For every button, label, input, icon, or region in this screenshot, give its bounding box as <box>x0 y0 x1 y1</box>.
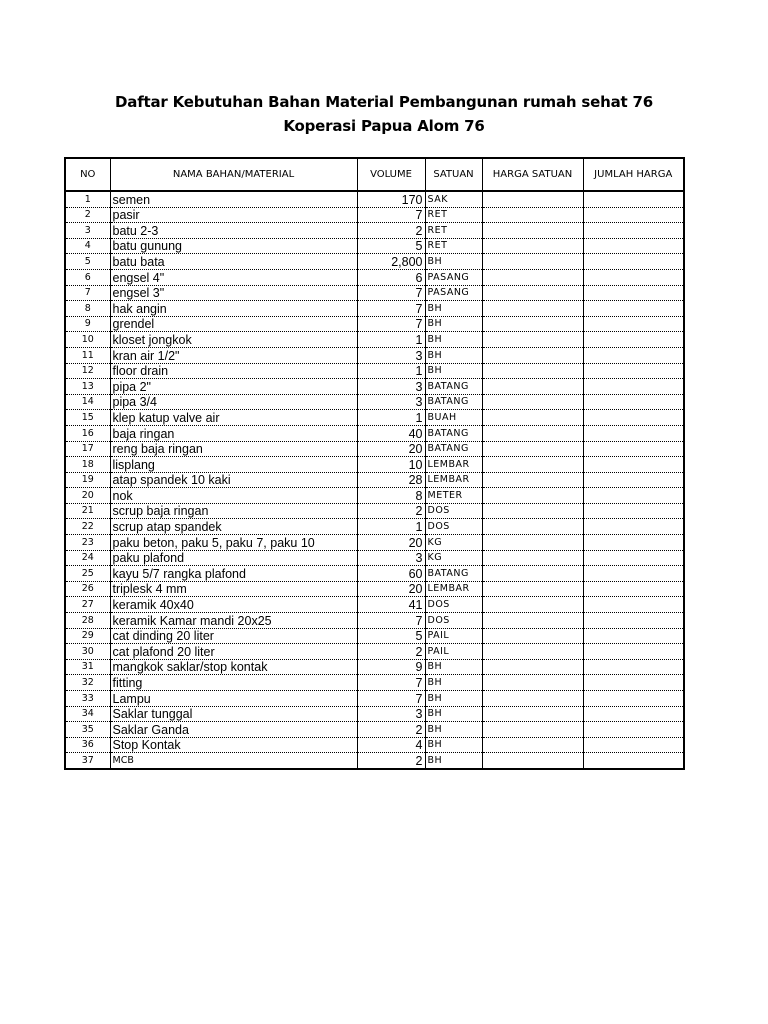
cell-no: 25 <box>65 566 110 582</box>
cell-satuan: BUAH <box>425 410 482 426</box>
cell-jumlah-harga <box>583 659 684 675</box>
cell-volume: 28 <box>357 472 425 488</box>
table-row <box>65 535 684 551</box>
cell-volume: 7 <box>357 675 425 691</box>
cell-no: 11 <box>65 347 110 363</box>
cell-no: 18 <box>65 457 110 473</box>
header-volume: VOLUME <box>357 158 425 191</box>
cell-satuan: BH <box>425 659 482 675</box>
cell-nama: mangkok saklar/stop kontak <box>110 659 357 675</box>
cell-volume: 1 <box>357 519 425 535</box>
cell-volume: 40 <box>357 425 425 441</box>
table-row <box>65 488 684 504</box>
cell-satuan: BH <box>425 254 482 270</box>
cell-satuan: BH <box>425 316 482 332</box>
cell-jumlah-harga <box>583 706 684 722</box>
cell-volume: 60 <box>357 566 425 582</box>
cell-jumlah-harga <box>583 254 684 270</box>
cell-harga-satuan <box>482 457 583 473</box>
cell-satuan: BATANG <box>425 566 482 582</box>
cell-volume: 7 <box>357 207 425 223</box>
cell-satuan: BH <box>425 301 482 317</box>
cell-nama: scrup baja ringan <box>110 503 357 519</box>
cell-nama: engsel 4" <box>110 269 357 285</box>
cell-jumlah-harga <box>583 363 684 379</box>
cell-satuan: BH <box>425 347 482 363</box>
cell-harga-satuan <box>482 254 583 270</box>
cell-no: 17 <box>65 441 110 457</box>
cell-harga-satuan <box>482 581 583 597</box>
cell-jumlah-harga <box>583 753 684 769</box>
cell-harga-satuan <box>482 753 583 769</box>
table-row <box>65 332 684 348</box>
cell-nama: pipa 3/4 <box>110 394 357 410</box>
table-row <box>65 425 684 441</box>
table-row <box>65 503 684 519</box>
cell-no: 9 <box>65 316 110 332</box>
cell-harga-satuan <box>482 566 583 582</box>
cell-satuan: DOS <box>425 613 482 629</box>
cell-jumlah-harga <box>583 675 684 691</box>
cell-no: 14 <box>65 394 110 410</box>
cell-volume: 2 <box>357 753 425 769</box>
cell-no: 26 <box>65 581 110 597</box>
table-row <box>65 207 684 223</box>
table-row <box>65 285 684 301</box>
cell-harga-satuan <box>482 363 583 379</box>
table-row <box>65 410 684 426</box>
cell-jumlah-harga <box>583 285 684 301</box>
cell-jumlah-harga <box>583 613 684 629</box>
cell-satuan: PAIL <box>425 628 482 644</box>
table-row <box>65 472 684 488</box>
cell-nama: keramik 40x40 <box>110 597 357 613</box>
cell-jumlah-harga <box>583 503 684 519</box>
cell-nama: cat dinding 20 liter <box>110 628 357 644</box>
cell-satuan: BATANG <box>425 394 482 410</box>
header-nama: NAMA BAHAN/MATERIAL <box>110 158 357 191</box>
table-row <box>65 581 684 597</box>
table-row <box>65 753 684 769</box>
table-row <box>65 379 684 395</box>
cell-satuan: BH <box>425 706 482 722</box>
cell-nama: MCB <box>110 753 357 769</box>
cell-harga-satuan <box>482 488 583 504</box>
cell-nama: Saklar tunggal <box>110 706 357 722</box>
cell-satuan: DOS <box>425 503 482 519</box>
cell-satuan: DOS <box>425 519 482 535</box>
cell-nama: keramik Kamar mandi 20x25 <box>110 613 357 629</box>
cell-satuan: RET <box>425 238 482 254</box>
cell-nama: pasir <box>110 207 357 223</box>
cell-nama: nok <box>110 488 357 504</box>
cell-harga-satuan <box>482 659 583 675</box>
cell-harga-satuan <box>482 316 583 332</box>
cell-jumlah-harga <box>583 519 684 535</box>
cell-satuan: KG <box>425 550 482 566</box>
cell-jumlah-harga <box>583 223 684 239</box>
table-row <box>65 519 684 535</box>
cell-satuan: LEMBAR <box>425 457 482 473</box>
cell-no: 7 <box>65 285 110 301</box>
cell-volume: 3 <box>357 550 425 566</box>
cell-no: 27 <box>65 597 110 613</box>
document-title: Daftar Kebutuhan Bahan Material Pembangunan rumah sehat 76 <box>115 93 653 111</box>
cell-no: 28 <box>65 613 110 629</box>
cell-harga-satuan <box>482 737 583 753</box>
cell-nama: triplesk 4 mm <box>110 581 357 597</box>
cell-volume: 4 <box>357 737 425 753</box>
cell-harga-satuan <box>482 238 583 254</box>
cell-satuan: KG <box>425 535 482 551</box>
cell-volume: 5 <box>357 628 425 644</box>
cell-harga-satuan <box>482 191 583 207</box>
cell-satuan: LEMBAR <box>425 581 482 597</box>
cell-no: 13 <box>65 379 110 395</box>
cell-satuan: BH <box>425 691 482 707</box>
cell-satuan: SAK <box>425 191 482 207</box>
table-row <box>65 457 684 473</box>
cell-nama: lisplang <box>110 457 357 473</box>
cell-harga-satuan <box>482 394 583 410</box>
cell-volume: 1 <box>357 332 425 348</box>
cell-volume: 9 <box>357 659 425 675</box>
table-row <box>65 301 684 317</box>
cell-harga-satuan <box>482 332 583 348</box>
cell-no: 29 <box>65 628 110 644</box>
table-row <box>65 238 684 254</box>
cell-no: 34 <box>65 706 110 722</box>
cell-jumlah-harga <box>583 301 684 317</box>
cell-jumlah-harga <box>583 722 684 738</box>
cell-volume: 2 <box>357 722 425 738</box>
cell-volume: 170 <box>357 191 425 207</box>
cell-no: 19 <box>65 472 110 488</box>
cell-satuan: LEMBAR <box>425 472 482 488</box>
cell-jumlah-harga <box>583 347 684 363</box>
cell-jumlah-harga <box>583 269 684 285</box>
cell-no: 3 <box>65 223 110 239</box>
cell-jumlah-harga <box>583 472 684 488</box>
header-jumlah-harga: JUMLAH HARGA <box>583 158 684 191</box>
cell-volume: 41 <box>357 597 425 613</box>
cell-nama: paku beton, paku 5, paku 7, paku 10 <box>110 535 357 551</box>
cell-jumlah-harga <box>583 457 684 473</box>
cell-no: 36 <box>65 737 110 753</box>
cell-jumlah-harga <box>583 379 684 395</box>
cell-volume: 5 <box>357 238 425 254</box>
cell-volume: 20 <box>357 535 425 551</box>
cell-satuan: PAIL <box>425 644 482 660</box>
cell-jumlah-harga <box>583 597 684 613</box>
cell-jumlah-harga <box>583 488 684 504</box>
cell-no: 21 <box>65 503 110 519</box>
cell-volume: 7 <box>357 285 425 301</box>
cell-jumlah-harga <box>583 535 684 551</box>
cell-satuan: BH <box>425 675 482 691</box>
cell-jumlah-harga <box>583 425 684 441</box>
cell-jumlah-harga <box>583 410 684 426</box>
cell-harga-satuan <box>482 613 583 629</box>
cell-satuan: METER <box>425 488 482 504</box>
cell-no: 4 <box>65 238 110 254</box>
cell-no: 33 <box>65 691 110 707</box>
cell-nama: klep katup valve air <box>110 410 357 426</box>
cell-harga-satuan <box>482 519 583 535</box>
cell-nama: kran air 1/2" <box>110 347 357 363</box>
cell-volume: 3 <box>357 394 425 410</box>
header-no: NO <box>65 158 110 191</box>
cell-nama: batu bata <box>110 254 357 270</box>
cell-nama: atap spandek 10 kaki <box>110 472 357 488</box>
cell-no: 16 <box>65 425 110 441</box>
cell-harga-satuan <box>482 535 583 551</box>
table-row <box>65 737 684 753</box>
cell-harga-satuan <box>482 269 583 285</box>
cell-jumlah-harga <box>583 566 684 582</box>
cell-jumlah-harga <box>583 316 684 332</box>
table-row <box>65 675 684 691</box>
cell-no: 22 <box>65 519 110 535</box>
cell-nama: cat plafond 20 liter <box>110 644 357 660</box>
cell-volume: 6 <box>357 269 425 285</box>
cell-harga-satuan <box>482 691 583 707</box>
cell-harga-satuan <box>482 628 583 644</box>
cell-harga-satuan <box>482 597 583 613</box>
cell-nama: Saklar Ganda <box>110 722 357 738</box>
cell-harga-satuan <box>482 425 583 441</box>
cell-no: 6 <box>65 269 110 285</box>
cell-volume: 3 <box>357 379 425 395</box>
cell-nama: batu 2-3 <box>110 223 357 239</box>
cell-nama: engsel 3" <box>110 285 357 301</box>
table-row <box>65 223 684 239</box>
cell-jumlah-harga <box>583 441 684 457</box>
cell-volume: 2 <box>357 644 425 660</box>
cell-jumlah-harga <box>583 394 684 410</box>
table-header-row <box>65 158 684 191</box>
cell-satuan: BATANG <box>425 425 482 441</box>
cell-no: 10 <box>65 332 110 348</box>
cell-harga-satuan <box>482 675 583 691</box>
cell-jumlah-harga <box>583 332 684 348</box>
cell-harga-satuan <box>482 410 583 426</box>
cell-no: 23 <box>65 535 110 551</box>
cell-satuan: BH <box>425 332 482 348</box>
cell-jumlah-harga <box>583 238 684 254</box>
cell-harga-satuan <box>482 722 583 738</box>
table-row <box>65 691 684 707</box>
cell-no: 5 <box>65 254 110 270</box>
table-row <box>65 269 684 285</box>
document-subtitle: Koperasi Papua Alom 76 <box>283 117 485 135</box>
table-row <box>65 706 684 722</box>
cell-nama: hak angin <box>110 301 357 317</box>
cell-no: 15 <box>65 410 110 426</box>
cell-volume: 10 <box>357 457 425 473</box>
cell-nama: grendel <box>110 316 357 332</box>
cell-nama: fitting <box>110 675 357 691</box>
cell-no: 1 <box>65 191 110 207</box>
cell-satuan: PASANG <box>425 285 482 301</box>
cell-nama: baja ringan <box>110 425 357 441</box>
cell-volume: 8 <box>357 488 425 504</box>
cell-harga-satuan <box>482 379 583 395</box>
table-row <box>65 659 684 675</box>
cell-volume: 2,800 <box>357 254 425 270</box>
table-row <box>65 566 684 582</box>
cell-nama: paku plafond <box>110 550 357 566</box>
table-row <box>65 191 684 207</box>
cell-no: 12 <box>65 363 110 379</box>
cell-volume: 1 <box>357 363 425 379</box>
cell-harga-satuan <box>482 644 583 660</box>
cell-volume: 7 <box>357 316 425 332</box>
table-row <box>65 628 684 644</box>
cell-jumlah-harga <box>583 737 684 753</box>
cell-volume: 7 <box>357 691 425 707</box>
cell-volume: 2 <box>357 223 425 239</box>
cell-volume: 7 <box>357 613 425 629</box>
cell-satuan: BH <box>425 722 482 738</box>
cell-nama: Stop Kontak <box>110 737 357 753</box>
cell-satuan: BH <box>425 753 482 769</box>
cell-volume: 3 <box>357 347 425 363</box>
cell-jumlah-harga <box>583 644 684 660</box>
cell-no: 35 <box>65 722 110 738</box>
cell-nama: semen <box>110 191 357 207</box>
cell-harga-satuan <box>482 441 583 457</box>
cell-nama: kayu 5/7 rangka plafond <box>110 566 357 582</box>
table-row <box>65 722 684 738</box>
cell-nama: floor drain <box>110 363 357 379</box>
cell-harga-satuan <box>482 301 583 317</box>
cell-harga-satuan <box>482 706 583 722</box>
cell-satuan: BATANG <box>425 379 482 395</box>
cell-volume: 1 <box>357 410 425 426</box>
table-row <box>65 613 684 629</box>
cell-volume: 20 <box>357 441 425 457</box>
cell-satuan: PASANG <box>425 269 482 285</box>
table-row <box>65 550 684 566</box>
cell-harga-satuan <box>482 347 583 363</box>
cell-harga-satuan <box>482 207 583 223</box>
cell-nama: reng baja ringan <box>110 441 357 457</box>
cell-jumlah-harga <box>583 207 684 223</box>
cell-harga-satuan <box>482 550 583 566</box>
cell-harga-satuan <box>482 223 583 239</box>
cell-jumlah-harga <box>583 191 684 207</box>
cell-volume: 2 <box>357 503 425 519</box>
cell-jumlah-harga <box>583 628 684 644</box>
table-row <box>65 316 684 332</box>
cell-volume: 7 <box>357 301 425 317</box>
header-harga-satuan: HARGA SATUAN <box>482 158 583 191</box>
cell-harga-satuan <box>482 285 583 301</box>
table-row <box>65 347 684 363</box>
cell-satuan: BH <box>425 363 482 379</box>
cell-nama: batu gunung <box>110 238 357 254</box>
table-row <box>65 644 684 660</box>
table-row <box>65 254 684 270</box>
cell-volume: 3 <box>357 706 425 722</box>
cell-no: 8 <box>65 301 110 317</box>
cell-volume: 20 <box>357 581 425 597</box>
cell-jumlah-harga <box>583 581 684 597</box>
cell-no: 32 <box>65 675 110 691</box>
cell-no: 24 <box>65 550 110 566</box>
cell-satuan: RET <box>425 207 482 223</box>
cell-nama: Lampu <box>110 691 357 707</box>
table-row <box>65 597 684 613</box>
cell-no: 37 <box>65 753 110 769</box>
cell-harga-satuan <box>482 472 583 488</box>
cell-nama: scrup atap spandek <box>110 519 357 535</box>
cell-no: 2 <box>65 207 110 223</box>
cell-jumlah-harga <box>583 691 684 707</box>
cell-satuan: BATANG <box>425 441 482 457</box>
cell-harga-satuan <box>482 503 583 519</box>
cell-jumlah-harga <box>583 550 684 566</box>
cell-no: 30 <box>65 644 110 660</box>
material-table <box>64 157 685 770</box>
cell-nama: kloset jongkok <box>110 332 357 348</box>
cell-satuan: DOS <box>425 597 482 613</box>
cell-satuan: BH <box>425 737 482 753</box>
table-row <box>65 441 684 457</box>
table-row <box>65 394 684 410</box>
cell-no: 20 <box>65 488 110 504</box>
header-satuan: SATUAN <box>425 158 482 191</box>
cell-satuan: RET <box>425 223 482 239</box>
cell-nama: pipa 2" <box>110 379 357 395</box>
table-row <box>65 363 684 379</box>
cell-no: 31 <box>65 659 110 675</box>
